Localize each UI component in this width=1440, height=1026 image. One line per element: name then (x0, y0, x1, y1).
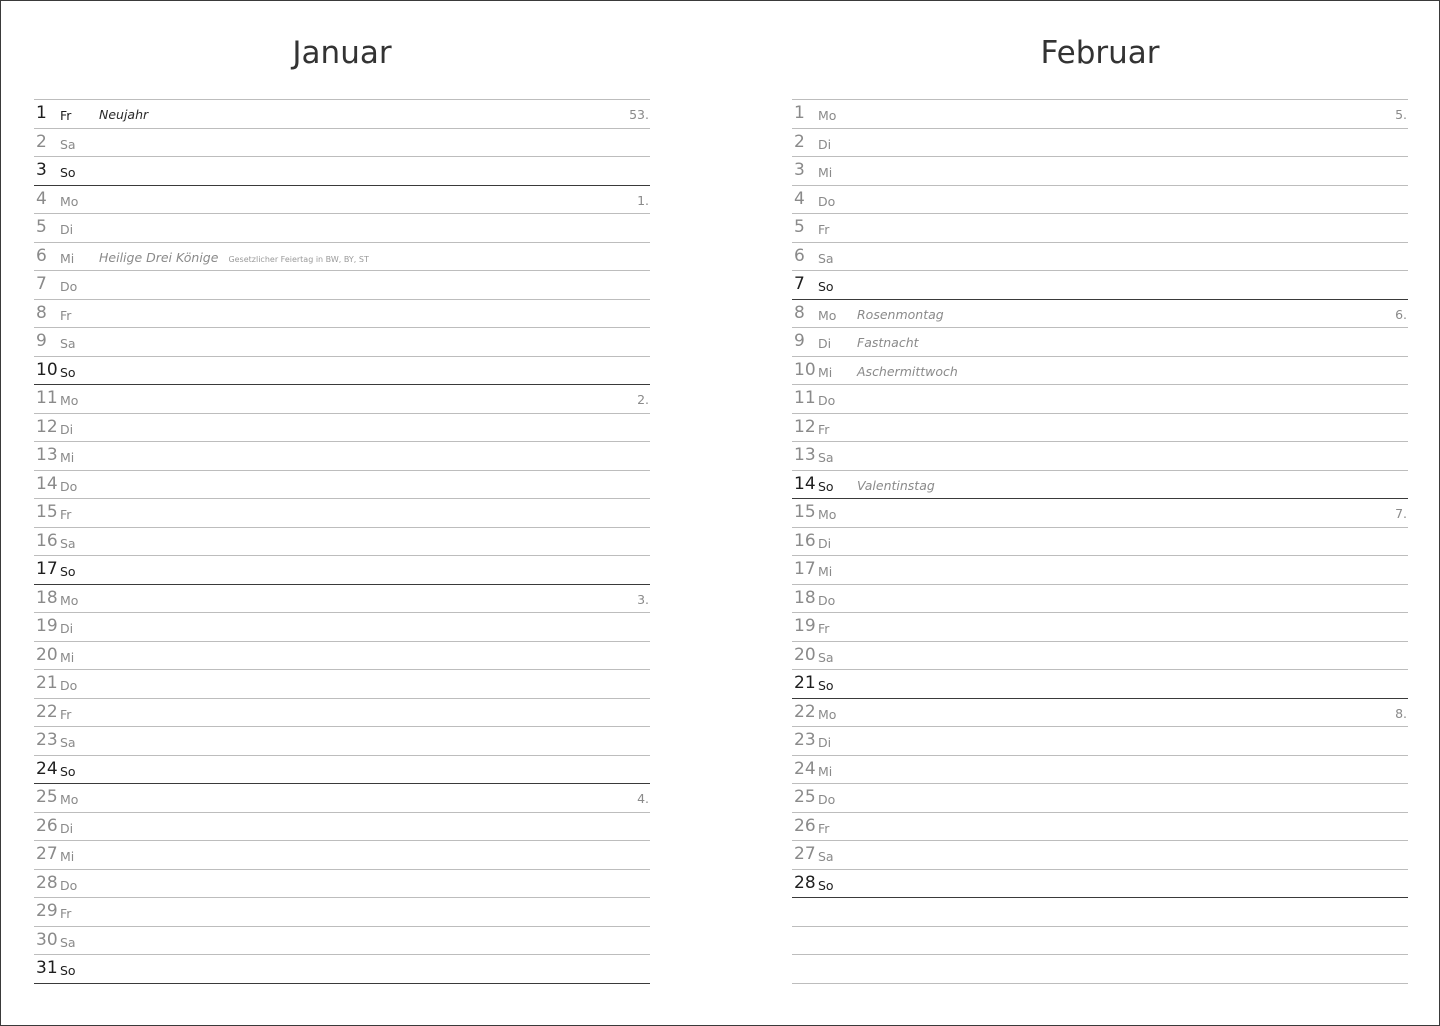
day-number: 12 (36, 416, 58, 437)
week-number: 2. (637, 392, 649, 407)
day-row[interactable] (34, 385, 650, 414)
day-row[interactable] (792, 385, 1408, 414)
week-number: 6. (1395, 306, 1407, 322)
day-row[interactable] (792, 642, 1408, 671)
weekday-label: Fr (60, 706, 72, 722)
day-number: 18 (794, 587, 816, 608)
week-number: 7. (1395, 506, 1407, 521)
day-row[interactable] (34, 300, 650, 329)
day-number: 12 (794, 416, 816, 437)
day-number: 16 (794, 530, 816, 551)
day-row[interactable] (34, 328, 650, 357)
weekday-label: Fr (818, 222, 830, 237)
day-row[interactable] (34, 585, 650, 614)
month-title: Januar (292, 35, 392, 71)
weekday-label: Do (818, 393, 836, 408)
day-row[interactable] (34, 955, 650, 984)
weekday-label: Sa (818, 649, 834, 665)
weekday-label: Di (60, 820, 74, 836)
day-number: 25 (36, 787, 58, 807)
day-row[interactable] (792, 129, 1408, 158)
weekday-label: Sa (818, 450, 834, 465)
weekday-label: Mi (60, 649, 75, 665)
day-row[interactable] (34, 100, 650, 129)
weekday-label: Do (818, 193, 836, 209)
day-row[interactable] (34, 271, 650, 300)
weekday-label: So (818, 478, 834, 494)
event-title: Neujahr (99, 107, 149, 122)
day-number: 23 (794, 730, 816, 750)
day-row[interactable] (792, 357, 1408, 386)
weekday-label: Di (60, 621, 74, 636)
day-list (792, 99, 1408, 984)
weekday-label: Mo (60, 393, 79, 408)
day-number: 25 (794, 787, 816, 807)
day-number: 10 (36, 359, 58, 380)
day-row[interactable] (792, 300, 1408, 329)
day-number: 30 (36, 929, 58, 950)
month-title: Februar (1040, 35, 1160, 71)
weekday-label: Mo (818, 507, 837, 522)
day-number: 6 (36, 245, 47, 266)
day-number: 13 (36, 445, 58, 465)
event-title: Rosenmontag (857, 306, 944, 322)
weekday-label: Sa (60, 336, 76, 351)
day-number: 9 (36, 331, 47, 351)
day-row[interactable] (34, 528, 650, 557)
day-row[interactable] (34, 670, 650, 699)
week-number: 4. (637, 791, 649, 806)
day-number: 7 (36, 274, 47, 294)
day-number: 17 (794, 559, 816, 579)
day-row[interactable] (34, 414, 650, 443)
weekday-label: Di (60, 222, 74, 237)
weekday-label: Sa (60, 934, 76, 950)
day-row[interactable] (792, 585, 1408, 614)
event-title: Aschermittwoch (857, 363, 958, 379)
weekday-label: Mo (60, 592, 79, 608)
weekday-label: Fr (818, 820, 830, 836)
day-number: 19 (794, 616, 816, 636)
event-title: Heilige Drei Könige (99, 249, 219, 265)
day-event (857, 307, 944, 322)
weekday-label: Fr (818, 421, 830, 437)
weekday-label: Mi (818, 165, 833, 180)
blank-note-row[interactable] (792, 898, 1408, 927)
day-number: 24 (794, 758, 816, 779)
day-number: 5 (36, 217, 47, 237)
day-row[interactable] (34, 499, 650, 528)
week-number: 53. (629, 107, 649, 122)
day-event (857, 364, 958, 379)
day-event (857, 335, 919, 350)
weekday-label: Di (818, 136, 832, 152)
day-number: 17 (36, 559, 58, 579)
weekday-label: Do (60, 877, 78, 893)
day-number: 27 (36, 844, 58, 864)
weekday-label: Do (818, 592, 836, 608)
weekday-label: Sa (818, 250, 834, 266)
day-row[interactable] (34, 243, 650, 272)
day-number: 28 (36, 872, 58, 893)
day-row[interactable] (792, 499, 1408, 528)
day-row[interactable] (34, 898, 650, 927)
day-row[interactable] (34, 214, 650, 243)
day-number: 20 (36, 644, 58, 665)
day-number: 26 (794, 815, 816, 836)
day-row[interactable] (34, 784, 650, 813)
day-number: 26 (36, 815, 58, 836)
weekday-label: Mo (60, 193, 79, 209)
event-note: Gesetzlicher Feiertag in BW, BY, ST (228, 254, 369, 264)
day-row[interactable] (34, 813, 650, 842)
weekday-label: Mi (60, 250, 75, 266)
day-number: 8 (794, 302, 805, 323)
day-row[interactable] (792, 414, 1408, 443)
day-number: 11 (794, 388, 816, 408)
weekday-label: Fr (60, 507, 72, 522)
weekday-label: Mo (60, 792, 79, 807)
day-row[interactable] (792, 870, 1408, 899)
weekday-label: Sa (60, 136, 76, 152)
day-number: 23 (36, 730, 58, 750)
day-event (99, 107, 148, 122)
weekday-label: Sa (60, 535, 76, 551)
weekday-label: Mo (818, 307, 837, 323)
day-number: 3 (794, 160, 805, 180)
weekday-label: Do (60, 279, 78, 294)
day-number: 15 (794, 502, 816, 522)
event-title: Valentinstag (857, 477, 935, 493)
day-row[interactable] (792, 699, 1408, 728)
week-number: 8. (1395, 705, 1407, 721)
day-list (34, 99, 650, 984)
weekday-label: So (818, 279, 834, 294)
weekday-label: Mi (818, 564, 833, 579)
day-row[interactable] (34, 841, 650, 870)
day-number: 24 (36, 758, 58, 779)
day-number: 15 (36, 502, 58, 522)
day-number: 14 (794, 473, 816, 494)
day-number: 29 (36, 901, 58, 921)
day-number: 28 (794, 872, 816, 893)
day-row[interactable] (34, 927, 650, 956)
day-number: 8 (36, 302, 47, 323)
day-row[interactable] (792, 670, 1408, 699)
day-number: 21 (794, 673, 816, 693)
event-title: Fastnacht (857, 335, 919, 350)
weekday-label: Do (60, 678, 78, 693)
day-number: 10 (794, 359, 816, 380)
weekday-label: So (60, 364, 76, 380)
weekday-label: Do (60, 478, 78, 494)
day-row[interactable] (792, 528, 1408, 557)
day-number: 5 (794, 217, 805, 237)
weekday-label: So (60, 564, 76, 579)
week-number: 1. (637, 192, 649, 208)
day-number: 19 (36, 616, 58, 636)
weekday-label: Sa (60, 735, 76, 750)
day-row[interactable] (792, 613, 1408, 642)
day-number: 27 (794, 844, 816, 864)
day-number: 20 (794, 644, 816, 665)
day-row[interactable] (34, 186, 650, 215)
weekday-label: Fr (60, 108, 72, 123)
day-row[interactable] (34, 642, 650, 671)
week-number: 5. (1395, 107, 1407, 122)
day-row[interactable] (792, 271, 1408, 300)
day-row[interactable] (34, 699, 650, 728)
day-row[interactable] (34, 613, 650, 642)
day-number: 1 (794, 103, 805, 123)
day-row[interactable] (792, 157, 1408, 186)
day-number: 21 (36, 673, 58, 693)
blank-note-row[interactable] (792, 955, 1408, 984)
day-row[interactable] (792, 784, 1408, 813)
weekday-label: Mi (60, 849, 75, 864)
day-row[interactable] (34, 727, 650, 756)
day-row[interactable] (792, 471, 1408, 500)
day-number: 22 (794, 701, 816, 722)
day-number: 14 (36, 473, 58, 494)
blank-note-row[interactable] (792, 927, 1408, 956)
weekday-label: Mo (818, 108, 837, 123)
weekday-label: So (818, 877, 834, 893)
day-event (99, 250, 369, 265)
day-number: 18 (36, 587, 58, 608)
weekday-label: Di (818, 535, 832, 551)
weekday-label: Di (60, 421, 74, 437)
day-row[interactable] (34, 129, 650, 158)
weekday-label: So (60, 165, 76, 180)
day-row[interactable] (792, 813, 1408, 842)
day-number: 9 (794, 331, 805, 351)
day-number: 11 (36, 388, 58, 408)
day-number: 7 (794, 274, 805, 294)
weekday-label: Di (818, 735, 832, 750)
day-row[interactable] (34, 471, 650, 500)
weekday-label: Mi (818, 364, 833, 380)
day-number: 4 (36, 188, 47, 209)
weekday-label: Sa (818, 849, 834, 864)
day-row[interactable] (792, 214, 1408, 243)
weekday-label: Mi (60, 450, 75, 465)
day-row[interactable] (792, 442, 1408, 471)
day-row[interactable] (34, 756, 650, 785)
day-number: 2 (36, 131, 47, 152)
day-row[interactable] (792, 186, 1408, 215)
weekday-label: So (60, 763, 76, 779)
weekday-label: Fr (818, 621, 830, 636)
weekday-label: Di (818, 336, 832, 351)
day-number: 16 (36, 530, 58, 551)
day-row[interactable] (792, 243, 1408, 272)
day-number: 6 (794, 245, 805, 266)
weekday-label: Do (818, 792, 836, 807)
week-number: 3. (637, 591, 649, 607)
day-row[interactable] (792, 756, 1408, 785)
day-row[interactable] (34, 157, 650, 186)
weekday-label: Fr (60, 906, 72, 921)
weekday-label: Mo (818, 706, 837, 722)
day-row[interactable] (34, 870, 650, 899)
day-row[interactable] (792, 727, 1408, 756)
day-number: 22 (36, 701, 58, 722)
day-number: 31 (36, 958, 58, 978)
day-row[interactable] (34, 556, 650, 585)
day-number: 3 (36, 160, 47, 180)
day-row[interactable] (34, 357, 650, 386)
day-row[interactable] (792, 556, 1408, 585)
day-event (857, 478, 935, 493)
day-number: 4 (794, 188, 805, 209)
weekday-label: So (818, 678, 834, 693)
day-row[interactable] (792, 328, 1408, 357)
weekday-label: Mi (818, 763, 833, 779)
weekday-label: Fr (60, 307, 72, 323)
day-number: 2 (794, 131, 805, 152)
day-number: 1 (36, 103, 47, 123)
day-row[interactable] (34, 442, 650, 471)
day-row[interactable] (792, 841, 1408, 870)
weekday-label: So (60, 963, 76, 978)
day-row[interactable] (792, 100, 1408, 129)
day-number: 13 (794, 445, 816, 465)
